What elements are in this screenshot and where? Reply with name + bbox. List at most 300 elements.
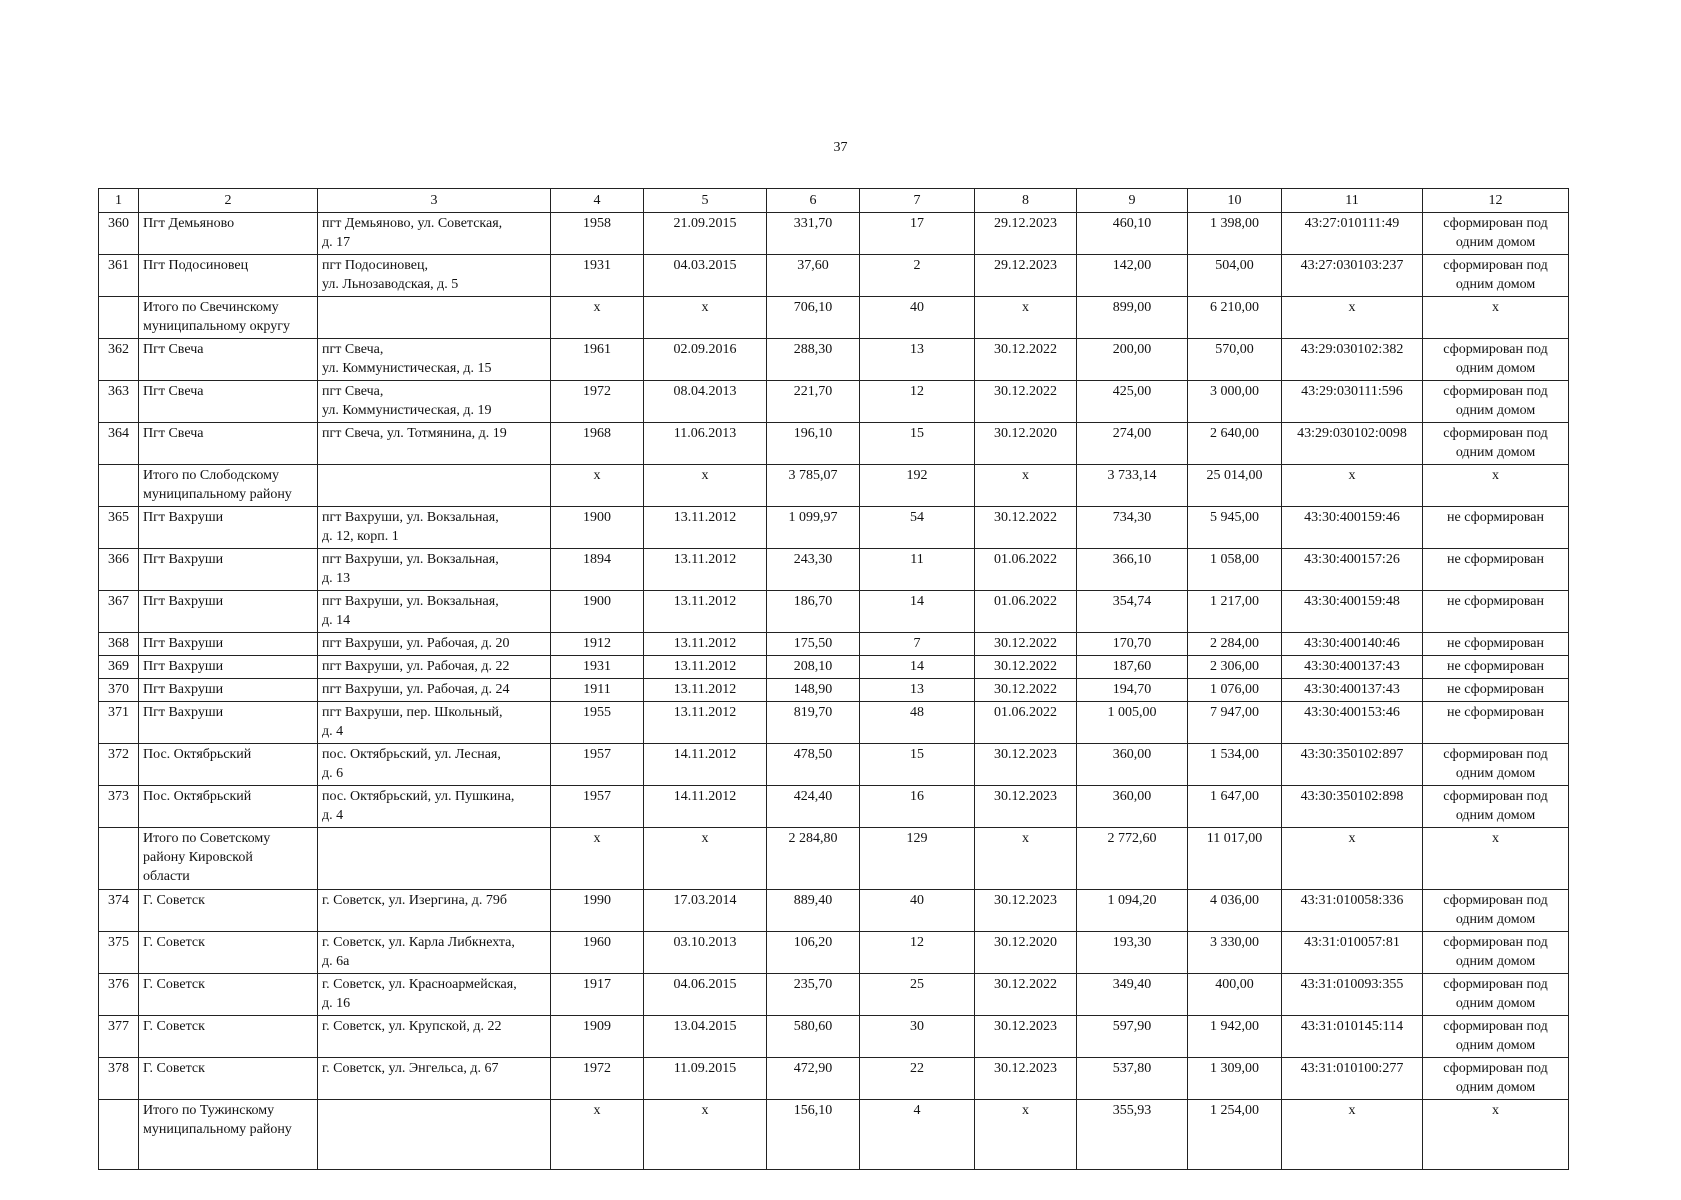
land-status-cell-line: не сформирован <box>1447 594 1544 609</box>
area-cell: 478,50 <box>767 744 860 786</box>
address-cell-line: д. 6а <box>322 954 350 969</box>
cost-cell: 1 647,00 <box>1188 786 1282 828</box>
land-area-cell: 1 094,20 <box>1077 890 1188 932</box>
year-cell: 1912 <box>551 633 644 656</box>
area-cell: 156,10 <box>767 1100 860 1170</box>
land-status-cell <box>1423 381 1569 423</box>
year-cell: x <box>551 1100 644 1170</box>
year-cell: 1911 <box>551 679 644 702</box>
land-status-cell-line: x <box>1492 300 1499 315</box>
area-cell: 106,20 <box>767 932 860 974</box>
page-number: 37 <box>833 140 848 155</box>
land-area-cell: 537,80 <box>1077 1058 1188 1100</box>
date-cell: 14.11.2012 <box>644 744 767 786</box>
locality-cell: Г. Советск <box>139 1016 318 1058</box>
address-cell-line: д. 14 <box>322 613 351 628</box>
address-cell <box>318 507 551 549</box>
land-status-cell <box>1423 656 1569 679</box>
address-cell <box>318 549 551 591</box>
subtotal-row <box>99 297 1569 339</box>
year-cell: x <box>551 297 644 339</box>
land-area-cell: 187,60 <box>1077 656 1188 679</box>
row-number: 364 <box>99 423 139 465</box>
cadastral-number-cell: 43:27:030103:237 <box>1282 255 1423 297</box>
date-cell: 13.11.2012 <box>644 679 767 702</box>
column-number-row <box>99 189 1569 213</box>
deadline-cell: 30.12.2020 <box>975 423 1077 465</box>
land-status-cell-line: не сформирован <box>1447 510 1544 525</box>
address-cell-line: пгт Вахруши, ул. Рабочая, д. 20 <box>322 636 510 651</box>
table-row <box>99 1058 1569 1100</box>
address-cell <box>318 786 551 828</box>
land-status-cell <box>1423 744 1569 786</box>
row-number: 375 <box>99 932 139 974</box>
deadline-cell: 30.12.2023 <box>975 786 1077 828</box>
table-row <box>99 339 1569 381</box>
land-status-cell <box>1423 423 1569 465</box>
land-area-cell: 1 005,00 <box>1077 702 1188 744</box>
land-status-cell <box>1423 890 1569 932</box>
locality-cell: Пгт Свеча <box>139 339 318 381</box>
cadastral-number-cell: 43:31:010057:81 <box>1282 932 1423 974</box>
locality-cell-line: Итого по Слободскому <box>143 468 279 483</box>
residents-cell: 192 <box>860 465 975 507</box>
area-cell: 208,10 <box>767 656 860 679</box>
land-status-cell-line: одним домом <box>1455 954 1536 969</box>
column-header: 5 <box>644 189 767 213</box>
address-cell <box>318 633 551 656</box>
address-cell-line: д. 12, корп. 1 <box>322 529 399 544</box>
date-cell: 13.11.2012 <box>644 507 767 549</box>
deadline-cell: 30.12.2022 <box>975 381 1077 423</box>
locality-cell: Пгт Вахруши <box>139 591 318 633</box>
land-status-cell-line: сформирован под <box>1443 1019 1548 1034</box>
land-status-cell <box>1423 297 1569 339</box>
land-status-cell <box>1423 339 1569 381</box>
land-status-cell <box>1423 633 1569 656</box>
address-cell-line: пгт Вахруши, ул. Рабочая, д. 24 <box>322 682 510 697</box>
address-cell <box>318 297 551 339</box>
land-status-cell-line: одним домом <box>1455 277 1536 292</box>
residents-cell: 17 <box>860 213 975 255</box>
land-status-cell <box>1423 1100 1569 1170</box>
land-status-cell-line: одним домом <box>1455 808 1536 823</box>
row-number: 373 <box>99 786 139 828</box>
address-cell <box>318 974 551 1016</box>
table-row <box>99 656 1569 679</box>
residents-cell: 12 <box>860 932 975 974</box>
address-cell-line: пос. Октябрьский, ул. Пушкина, <box>322 789 515 804</box>
locality-cell <box>139 297 318 339</box>
address-cell-line: пгт Вахруши, ул. Вокзальная, <box>322 510 499 525</box>
deadline-cell: 30.12.2020 <box>975 932 1077 974</box>
table-row <box>99 679 1569 702</box>
land-status-cell-line: x <box>1492 1103 1499 1118</box>
residents-cell: 129 <box>860 828 975 890</box>
year-cell: 1957 <box>551 744 644 786</box>
locality-cell-line: муниципальному округу <box>143 319 290 334</box>
locality-cell-line: муниципальному району <box>143 487 292 502</box>
date-cell: x <box>644 1100 767 1170</box>
year-cell: 1909 <box>551 1016 644 1058</box>
date-cell: 11.06.2013 <box>644 423 767 465</box>
address-cell <box>318 255 551 297</box>
residents-cell: 13 <box>860 339 975 381</box>
area-cell: 186,70 <box>767 591 860 633</box>
land-area-cell: 899,00 <box>1077 297 1188 339</box>
land-status-cell-line: одним домом <box>1455 912 1536 927</box>
residents-cell: 40 <box>860 890 975 932</box>
address-cell-line: пгт Вахруши, ул. Вокзальная, <box>322 594 499 609</box>
date-cell: 13.04.2015 <box>644 1016 767 1058</box>
column-header: 7 <box>860 189 975 213</box>
date-cell: 04.06.2015 <box>644 974 767 1016</box>
column-header: 4 <box>551 189 644 213</box>
cadastral-number-cell: 43:30:400159:48 <box>1282 591 1423 633</box>
land-status-cell <box>1423 213 1569 255</box>
cost-cell: 2 640,00 <box>1188 423 1282 465</box>
cadastral-number-cell: 43:31:010145:114 <box>1282 1016 1423 1058</box>
date-cell: x <box>644 297 767 339</box>
area-cell: 288,30 <box>767 339 860 381</box>
locality-cell-line: области <box>143 869 190 884</box>
cadastral-number-cell: 43:31:010058:336 <box>1282 890 1423 932</box>
deadline-cell: 30.12.2022 <box>975 974 1077 1016</box>
land-status-cell <box>1423 507 1569 549</box>
row-number: 367 <box>99 591 139 633</box>
row-number: 371 <box>99 702 139 744</box>
cost-cell: 1 254,00 <box>1188 1100 1282 1170</box>
locality-cell: Пгт Вахруши <box>139 702 318 744</box>
residents-cell: 11 <box>860 549 975 591</box>
land-status-cell <box>1423 702 1569 744</box>
cost-cell: 1 058,00 <box>1188 549 1282 591</box>
locality-cell: Пос. Октябрьский <box>139 744 318 786</box>
land-area-cell: 734,30 <box>1077 507 1188 549</box>
land-area-cell: 360,00 <box>1077 786 1188 828</box>
table-row <box>99 633 1569 656</box>
land-status-cell <box>1423 1058 1569 1100</box>
land-status-cell <box>1423 591 1569 633</box>
row-number: 366 <box>99 549 139 591</box>
address-cell-line: д. 17 <box>322 235 351 250</box>
deadline-cell: 30.12.2023 <box>975 744 1077 786</box>
address-cell-line: г. Советск, ул. Карла Либкнехта, <box>322 935 515 950</box>
land-area-cell: 355,93 <box>1077 1100 1188 1170</box>
address-cell-line: пгт Подосиновец, <box>322 258 428 273</box>
year-cell: 1958 <box>551 213 644 255</box>
row-number: 360 <box>99 213 139 255</box>
address-cell <box>318 423 551 465</box>
row-number: 374 <box>99 890 139 932</box>
address-cell-line: д. 4 <box>322 724 344 739</box>
land-status-cell-line: не сформирован <box>1447 659 1544 674</box>
year-cell: 1972 <box>551 381 644 423</box>
deadline-cell: 30.12.2023 <box>975 890 1077 932</box>
land-status-cell-line: сформирован под <box>1443 258 1548 273</box>
land-status-cell-line: не сформирован <box>1447 682 1544 697</box>
cadastral-number-cell: 43:30:400137:43 <box>1282 656 1423 679</box>
residents-cell: 4 <box>860 1100 975 1170</box>
table-row <box>99 591 1569 633</box>
locality-cell: Пгт Демьяново <box>139 213 318 255</box>
locality-cell: Пгт Подосиновец <box>139 255 318 297</box>
area-cell: 196,10 <box>767 423 860 465</box>
cadastral-number-cell: 43:31:010100:277 <box>1282 1058 1423 1100</box>
cadastral-number-cell: x <box>1282 465 1423 507</box>
address-cell-line: пгт Вахруши, пер. Школьный, <box>322 705 503 720</box>
cost-cell: 11 017,00 <box>1188 828 1282 890</box>
residents-cell: 15 <box>860 423 975 465</box>
cost-cell: 4 036,00 <box>1188 890 1282 932</box>
land-status-cell-line: одним домом <box>1455 403 1536 418</box>
subtotal-row <box>99 828 1569 890</box>
cadastral-number-cell: 43:29:030102:0098 <box>1282 423 1423 465</box>
address-cell-line: г. Советск, ул. Изергина, д. 79б <box>322 893 507 908</box>
land-status-cell-line: не сформирован <box>1447 552 1544 567</box>
land-area-cell: 460,10 <box>1077 213 1188 255</box>
residents-cell: 2 <box>860 255 975 297</box>
area-cell: 37,60 <box>767 255 860 297</box>
deadline-cell: 01.06.2022 <box>975 591 1077 633</box>
deadline-cell: x <box>975 465 1077 507</box>
cost-cell: 1 534,00 <box>1188 744 1282 786</box>
row-number <box>99 297 139 339</box>
land-status-cell <box>1423 932 1569 974</box>
column-header: 9 <box>1077 189 1188 213</box>
column-header: 6 <box>767 189 860 213</box>
address-cell <box>318 932 551 974</box>
cadastral-number-cell: x <box>1282 297 1423 339</box>
cadastral-number-cell: 43:30:400140:46 <box>1282 633 1423 656</box>
deadline-cell: 30.12.2022 <box>975 633 1077 656</box>
area-cell: 243,30 <box>767 549 860 591</box>
locality-cell-line: Итого по Свечинскому <box>143 300 279 315</box>
column-header: 1 <box>99 189 139 213</box>
land-area-cell: 170,70 <box>1077 633 1188 656</box>
land-status-cell-line: сформирован под <box>1443 426 1548 441</box>
land-area-cell: 360,00 <box>1077 744 1188 786</box>
subtotal-row <box>99 465 1569 507</box>
locality-cell: Пгт Вахруши <box>139 507 318 549</box>
year-cell: 1900 <box>551 507 644 549</box>
locality-cell: Пгт Вахруши <box>139 656 318 679</box>
area-cell: 424,40 <box>767 786 860 828</box>
date-cell: 04.03.2015 <box>644 255 767 297</box>
locality-cell: Г. Советск <box>139 1058 318 1100</box>
cost-cell: 1 942,00 <box>1188 1016 1282 1058</box>
column-header: 10 <box>1188 189 1282 213</box>
cadastral-number-cell: x <box>1282 828 1423 890</box>
address-cell-line: пгт Свеча, <box>322 342 384 357</box>
deadline-cell: 30.12.2022 <box>975 507 1077 549</box>
date-cell: 14.11.2012 <box>644 786 767 828</box>
deadline-cell: x <box>975 297 1077 339</box>
deadline-cell: 29.12.2023 <box>975 255 1077 297</box>
residents-cell: 22 <box>860 1058 975 1100</box>
date-cell: x <box>644 465 767 507</box>
land-area-cell: 274,00 <box>1077 423 1188 465</box>
locality-cell: Пгт Свеча <box>139 423 318 465</box>
cost-cell: 5 945,00 <box>1188 507 1282 549</box>
land-status-cell <box>1423 549 1569 591</box>
land-area-cell: 597,90 <box>1077 1016 1188 1058</box>
land-status-cell-line: сформирован под <box>1443 1061 1548 1076</box>
locality-cell: Г. Советск <box>139 974 318 1016</box>
address-cell-line: д. 16 <box>322 996 351 1011</box>
land-area-cell: 354,74 <box>1077 591 1188 633</box>
deadline-cell: 30.12.2023 <box>975 1058 1077 1100</box>
address-cell <box>318 339 551 381</box>
address-cell-line: ул. Коммунистическая, д. 15 <box>322 361 492 376</box>
residents-cell: 14 <box>860 656 975 679</box>
locality-cell <box>139 828 318 890</box>
cost-cell: 25 014,00 <box>1188 465 1282 507</box>
land-area-cell: 349,40 <box>1077 974 1188 1016</box>
land-status-cell-line: одним домом <box>1455 766 1536 781</box>
row-number: 369 <box>99 656 139 679</box>
land-status-cell-line: сформирован под <box>1443 384 1548 399</box>
address-cell-line: пгт Вахруши, ул. Рабочая, д. 22 <box>322 659 510 674</box>
address-cell <box>318 381 551 423</box>
row-number: 365 <box>99 507 139 549</box>
residents-cell: 25 <box>860 974 975 1016</box>
deadline-cell: x <box>975 1100 1077 1170</box>
residents-cell: 40 <box>860 297 975 339</box>
address-cell <box>318 656 551 679</box>
year-cell: 1931 <box>551 656 644 679</box>
deadline-cell: 30.12.2023 <box>975 1016 1077 1058</box>
land-status-cell-line: одним домом <box>1455 1038 1536 1053</box>
cost-cell: 1 309,00 <box>1188 1058 1282 1100</box>
area-cell: 819,70 <box>767 702 860 744</box>
locality-cell: Пгт Вахруши <box>139 633 318 656</box>
date-cell: 13.11.2012 <box>644 591 767 633</box>
deadline-cell: 30.12.2022 <box>975 339 1077 381</box>
address-cell <box>318 679 551 702</box>
cost-cell: 504,00 <box>1188 255 1282 297</box>
residents-cell: 15 <box>860 744 975 786</box>
land-status-cell <box>1423 1016 1569 1058</box>
land-status-cell-line: одним домом <box>1455 235 1536 250</box>
address-cell <box>318 465 551 507</box>
area-cell: 331,70 <box>767 213 860 255</box>
year-cell: 1955 <box>551 702 644 744</box>
cost-cell: 400,00 <box>1188 974 1282 1016</box>
address-cell <box>318 1100 551 1170</box>
residents-cell: 16 <box>860 786 975 828</box>
row-number: 377 <box>99 1016 139 1058</box>
date-cell: 08.04.2013 <box>644 381 767 423</box>
address-cell <box>318 890 551 932</box>
address-cell <box>318 702 551 744</box>
land-status-cell <box>1423 679 1569 702</box>
year-cell: 1972 <box>551 1058 644 1100</box>
cadastral-number-cell: 43:29:030111:596 <box>1282 381 1423 423</box>
land-status-cell <box>1423 465 1569 507</box>
row-number <box>99 828 139 890</box>
table-row <box>99 702 1569 744</box>
area-cell: 889,40 <box>767 890 860 932</box>
year-cell: 1968 <box>551 423 644 465</box>
year-cell: 1960 <box>551 932 644 974</box>
row-number <box>99 465 139 507</box>
land-status-cell-line: одним домом <box>1455 1080 1536 1095</box>
table-row <box>99 423 1569 465</box>
column-header: 8 <box>975 189 1077 213</box>
address-cell-line: пос. Октябрьский, ул. Лесная, <box>322 747 501 762</box>
date-cell: x <box>644 828 767 890</box>
table-row <box>99 744 1569 786</box>
deadline-cell: x <box>975 828 1077 890</box>
cost-cell: 1 398,00 <box>1188 213 1282 255</box>
cadastral-number-cell: 43:30:350102:897 <box>1282 744 1423 786</box>
column-header: 11 <box>1282 189 1423 213</box>
housing-registry-table <box>98 188 1569 1170</box>
table-row <box>99 932 1569 974</box>
locality-cell-line: Итого по Советскому <box>143 831 271 846</box>
year-cell: 1900 <box>551 591 644 633</box>
address-cell-line: г. Советск, ул. Крупской, д. 22 <box>322 1019 502 1034</box>
date-cell: 03.10.2013 <box>644 932 767 974</box>
land-status-cell-line: сформирован под <box>1443 935 1548 950</box>
area-cell: 175,50 <box>767 633 860 656</box>
address-cell-line: д. 13 <box>322 571 351 586</box>
area-cell: 148,90 <box>767 679 860 702</box>
row-number: 376 <box>99 974 139 1016</box>
row-number: 361 <box>99 255 139 297</box>
cadastral-number-cell: 43:30:400137:43 <box>1282 679 1423 702</box>
area-cell: 235,70 <box>767 974 860 1016</box>
area-cell: 221,70 <box>767 381 860 423</box>
column-header: 12 <box>1423 189 1569 213</box>
locality-cell: Пгт Свеча <box>139 381 318 423</box>
row-number: 362 <box>99 339 139 381</box>
land-status-cell-line: одним домом <box>1455 361 1536 376</box>
land-status-cell-line: одним домом <box>1455 996 1536 1011</box>
deadline-cell: 29.12.2023 <box>975 213 1077 255</box>
land-status-cell <box>1423 974 1569 1016</box>
cadastral-number-cell: 43:31:010093:355 <box>1282 974 1423 1016</box>
address-cell-line: ул. Льнозаводская, д. 5 <box>322 277 459 292</box>
land-area-cell: 194,70 <box>1077 679 1188 702</box>
table-row <box>99 255 1569 297</box>
cost-cell: 2 306,00 <box>1188 656 1282 679</box>
table-row <box>99 786 1569 828</box>
address-cell-line: д. 6 <box>322 766 344 781</box>
row-number: 370 <box>99 679 139 702</box>
date-cell: 21.09.2015 <box>644 213 767 255</box>
column-header: 3 <box>318 189 551 213</box>
land-status-cell <box>1423 255 1569 297</box>
date-cell: 02.09.2016 <box>644 339 767 381</box>
land-status-cell-line: x <box>1492 831 1499 846</box>
locality-cell: Г. Советск <box>139 890 318 932</box>
year-cell: 1917 <box>551 974 644 1016</box>
locality-cell: Пгт Вахруши <box>139 679 318 702</box>
land-status-cell <box>1423 828 1569 890</box>
cadastral-number-cell: 43:30:400157:26 <box>1282 549 1423 591</box>
table-row <box>99 974 1569 1016</box>
row-number: 378 <box>99 1058 139 1100</box>
row-number: 363 <box>99 381 139 423</box>
deadline-cell: 30.12.2022 <box>975 679 1077 702</box>
deadline-cell: 01.06.2022 <box>975 702 1077 744</box>
land-status-cell <box>1423 786 1569 828</box>
cost-cell: 3 330,00 <box>1188 932 1282 974</box>
cadastral-number-cell: x <box>1282 1100 1423 1170</box>
table-row <box>99 549 1569 591</box>
